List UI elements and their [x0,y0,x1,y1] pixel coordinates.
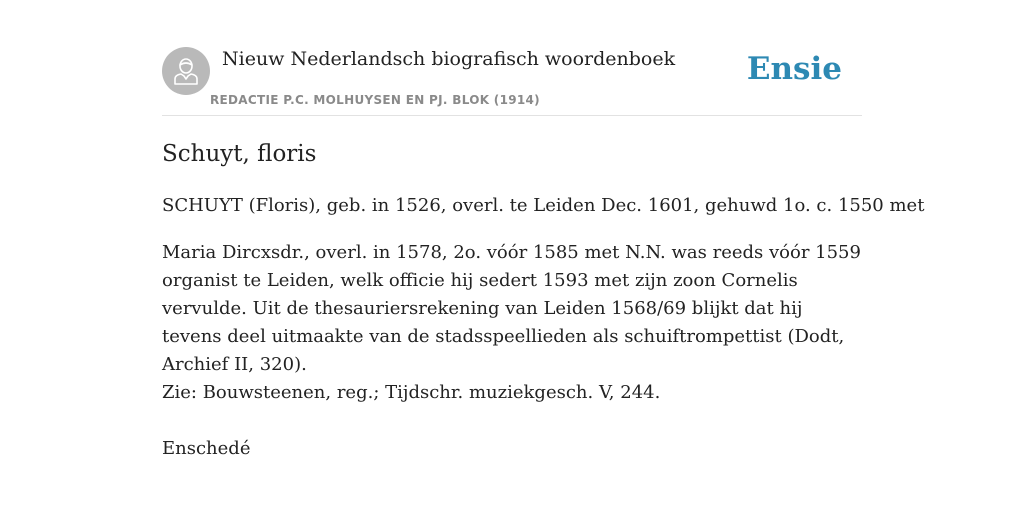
entry-reference: Zie: Bouwsteenen, reg.; Tijdschr. muziekgesch. V, 244. [162,382,661,403]
author-avatar[interactable] [162,47,210,95]
entry-paragraph: Maria Dircxsdr., overl. in 1578, 2o. vóór 1585 met N.N. was reeds vóór 1559 organist te Leiden, welk officie hij sedert 1593 met zijn zoon Cornelis vervulde. Uit de thesauriersrekening van Leiden 1568/69 blijkt dat hij tevens deel uitmaakte van de stadsspeellieden als schuiftrompettist (Dodt, Archief II, 320). [162,242,861,375]
entry-author: Enschedé [162,438,251,459]
entry-paragraph: SCHUYT (Floris), geb. in 1526, overl. te Leiden Dec. 1601, gehuwd 1o. c. 1550 met [162,195,925,216]
editors-subtitle: REDACTIE P.C. MOLHUYSEN EN PJ. BLOK (1914) [210,93,540,107]
user-icon [172,56,200,86]
entry-title: Schuyt, floris [162,141,317,167]
page-header [162,47,862,116]
book-title[interactable]: Nieuw Nederlandsch biografisch woordenboek [222,48,676,70]
brand-logo[interactable]: Ensie [746,51,842,87]
